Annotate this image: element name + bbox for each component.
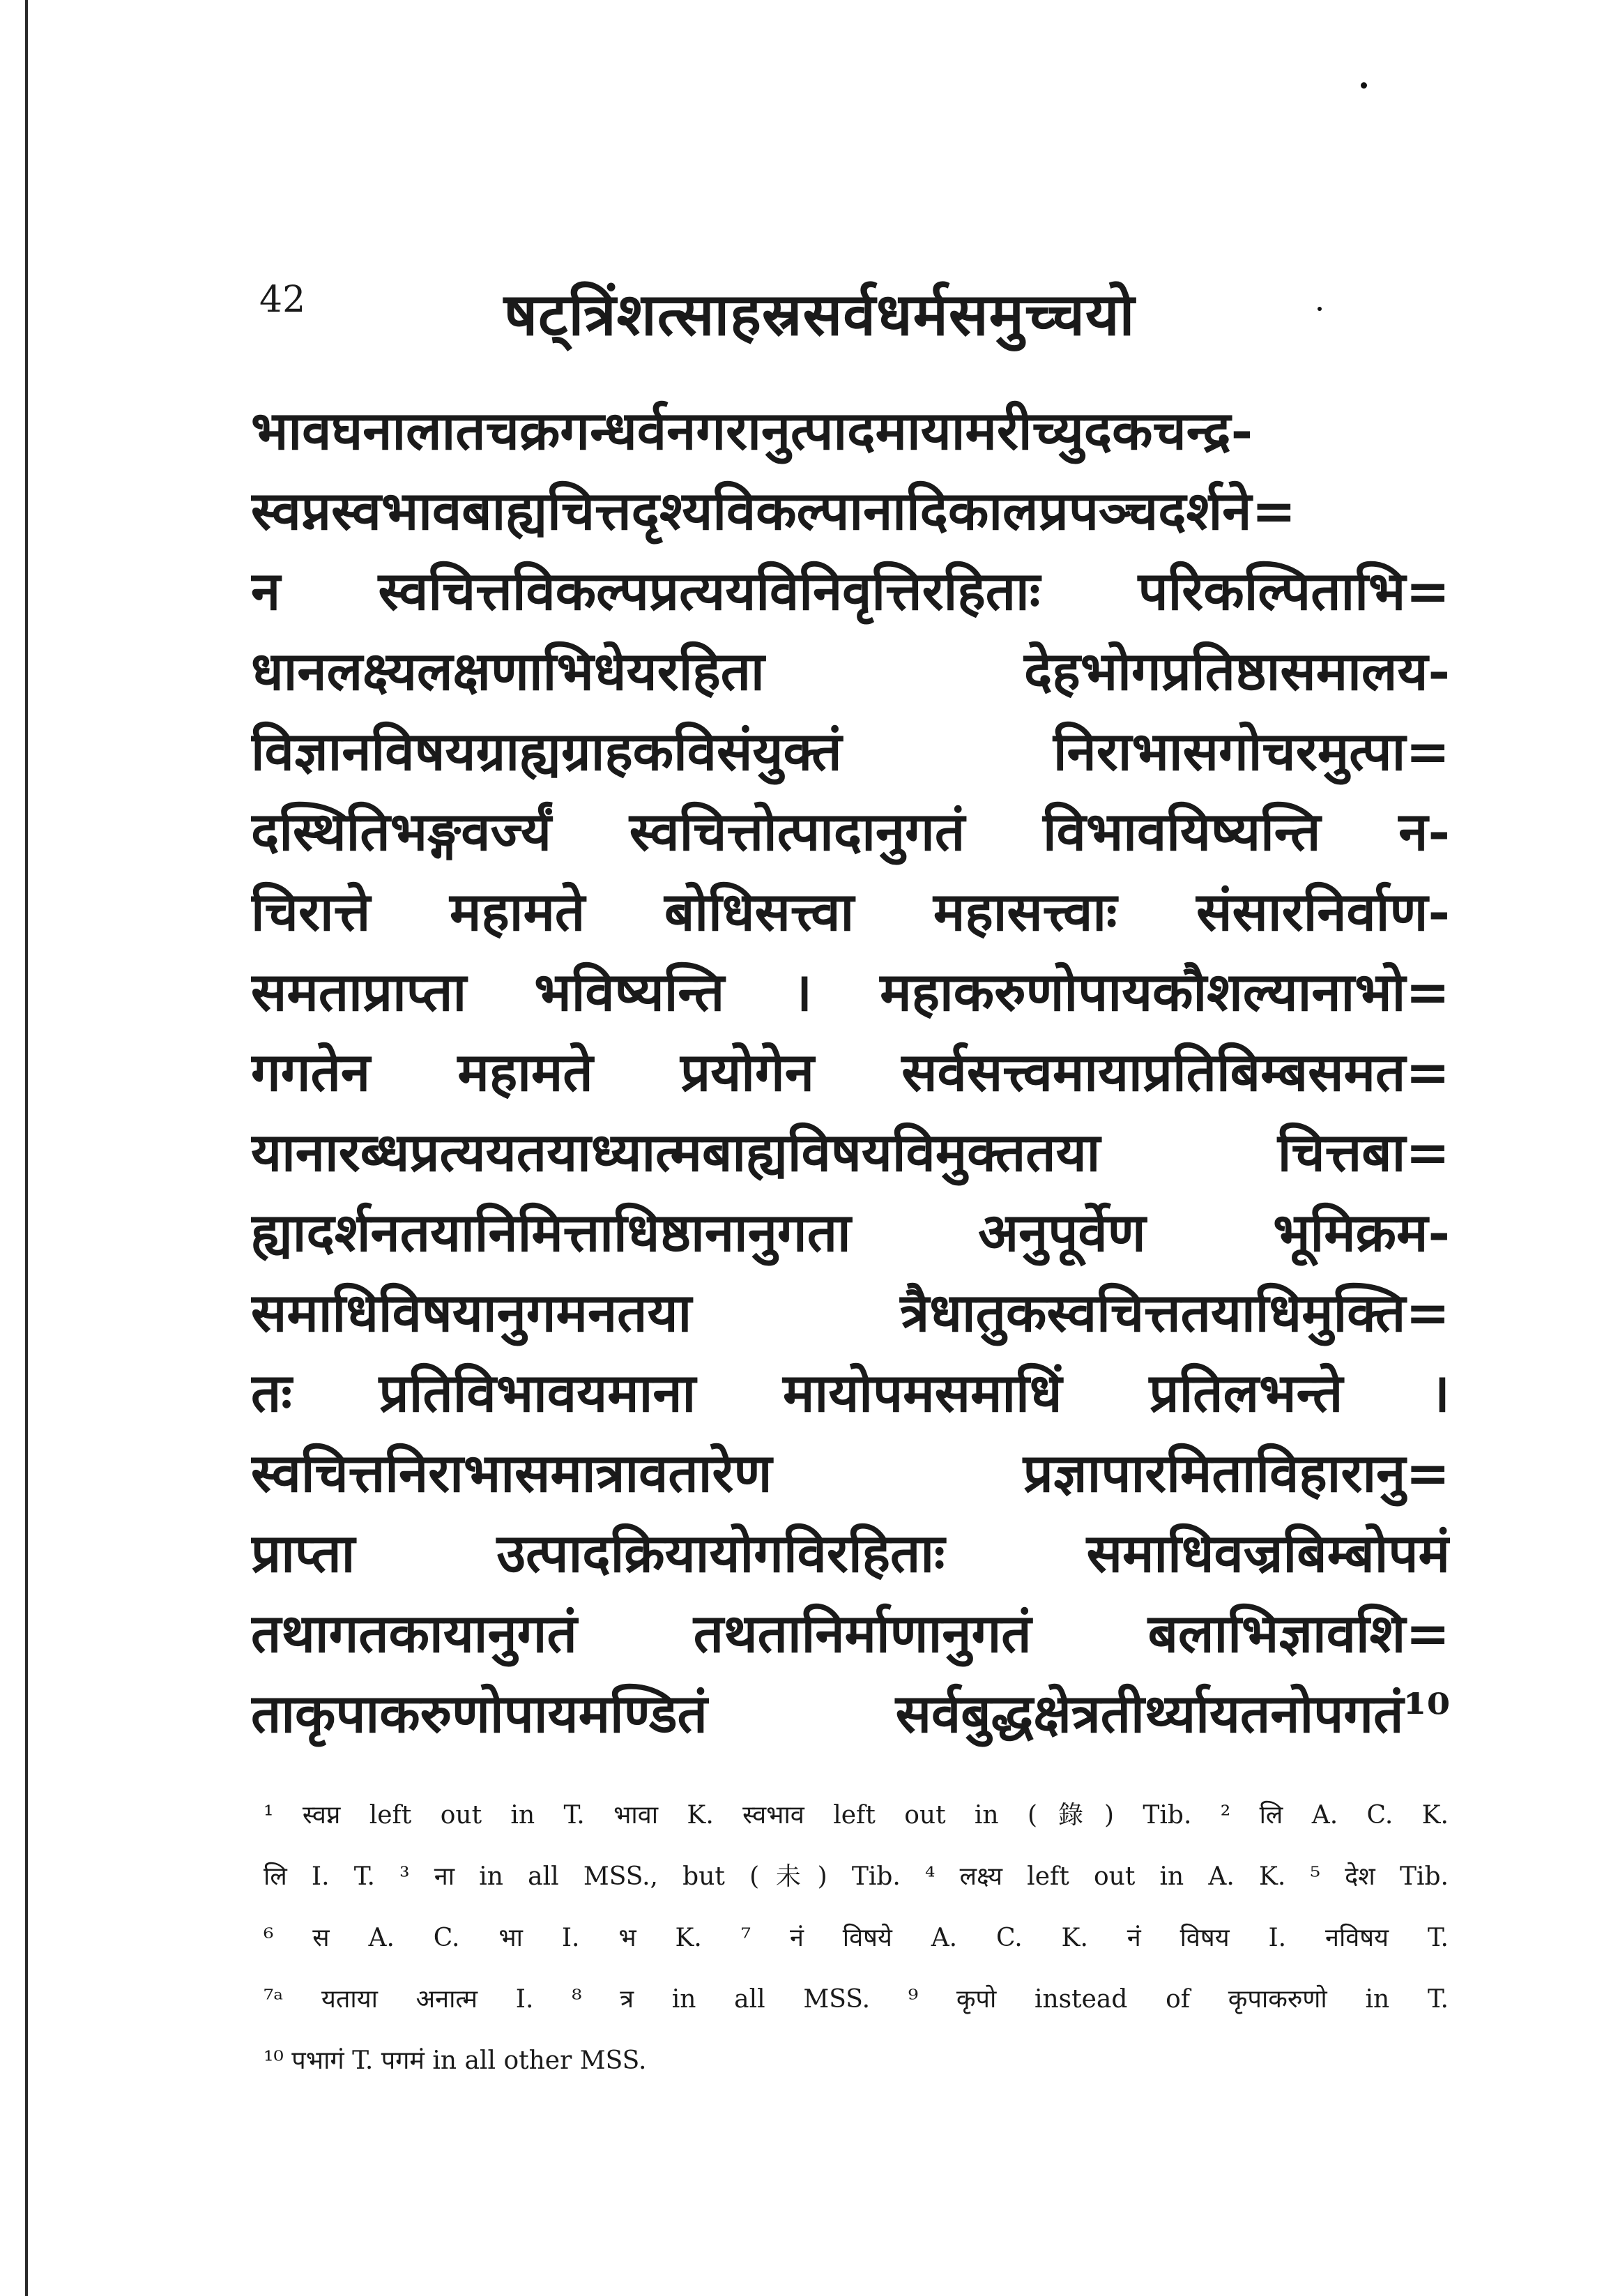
text-line: समाधिविषयानुगमनतया त्रैधातुकस्वचित्ततयाधिमुक्ति= [251, 1282, 1450, 1344]
text-line: दस्थितिभङ्गवर्ज्यं स्वचित्तोत्पादानुगतं विभावयिष्यन्ति न- [251, 800, 1450, 862]
main-text-block [251, 390, 1450, 1754]
text-line: समताप्राप्ता भविष्यन्ति । महाकरुणोपायकौशल्यानाभो= [251, 961, 1450, 1023]
footnote-line: ¹⁰ पभागं T. पगमं in all other MSS. [264, 2046, 647, 2075]
text-line: यानारब्धप्रत्ययतयाध्यात्मबाह्यविषयविमुक्ततया चित्तबा= [251, 1121, 1450, 1183]
footnote-line: ⁷ᵃ यताया अनात्म I. ⁸ त्र in all MSS. ⁹ कृपो instead of कृपाकरुणो in T. [264, 1985, 1449, 2014]
footnote-line: ¹ स्वप्न left out in T. भावा K. स्वभाव left out in (錄) Tib. ² लि A. C. K. [264, 1801, 1449, 1830]
text-line: ताकृपाकरुणोपायमण्डितं सर्वबुद्धक्षेत्रतीर्थ्यायतनोपगतं¹⁰ [251, 1682, 1450, 1744]
text-line: न स्वचित्तविकल्पप्रत्ययविनिवृत्तिरहिताः परिकल्पिताभि= [251, 560, 1450, 622]
page-number: 42 [259, 279, 306, 321]
text-line: तथागतकायानुगतं तथतानिर्माणानुगतं बलाभिज्ञावशि= [251, 1602, 1450, 1664]
footnote-line: लि I. T. ³ ना in all MSS., but (未) Tib. ⁴ लक्ष्य left out in A. K. ⁵ देश Tib. [264, 1862, 1449, 1891]
text-line: गगतेन महामते प्रयोगेन सर्वसत्त्वमायाप्रतिबिम्बसमत= [251, 1041, 1450, 1103]
text-line: तः प्रतिविभावयमाना मायोपमसमाधिं प्रतिलभन्ते । [251, 1362, 1450, 1424]
text-line: धानलक्ष्यलक्षणाभिधेयरहिता देहभोगप्रतिष्ठासमालय- [251, 640, 1450, 702]
text-line: स्वचित्तनिराभासमात्रावतारेण प्रज्ञापारमिताविहारानु= [251, 1442, 1450, 1504]
footnote-line: ⁶ स A. C. भा I. भ K. ⁷ नं विषये A. C. K. नं विषय I. नविषय T. [264, 1924, 1449, 1952]
scan-speck [1318, 307, 1322, 311]
text-line: विज्ञानविषयग्राह्यग्राहकविसंयुक्तं निराभासगोचरमुत्पा= [251, 720, 1450, 782]
text-line: भावघनालातचक्रगन्धर्वनगरानुत्पादमायामरीच्युदकचन्द्र- [251, 400, 1253, 462]
scan-speck [1361, 82, 1367, 89]
text-line: ह्यादर्शनतयानिमित्ताधिष्ठानानुगता अनुपूर्वेण भूमिक्रम- [251, 1201, 1450, 1263]
footnotes-block [264, 1785, 1449, 2092]
running-title: षट्त्रिंशत्साहस्रसर्वधर्मसमुच्चयो [503, 280, 1136, 349]
text-line: प्राप्ता उत्पादक्रियायोगविरहिताः समाधिवज्रबिम्बोपमं [251, 1522, 1450, 1584]
text-line: चिरात्ते महामते बोधिसत्त्वा महासत्त्वाः संसारनिर्वाण- [251, 881, 1450, 943]
text-line: स्वप्नस्वभावबाह्यचित्तदृश्यविकल्पानादिकालप्रपञ्चदर्शने= [251, 480, 1297, 542]
